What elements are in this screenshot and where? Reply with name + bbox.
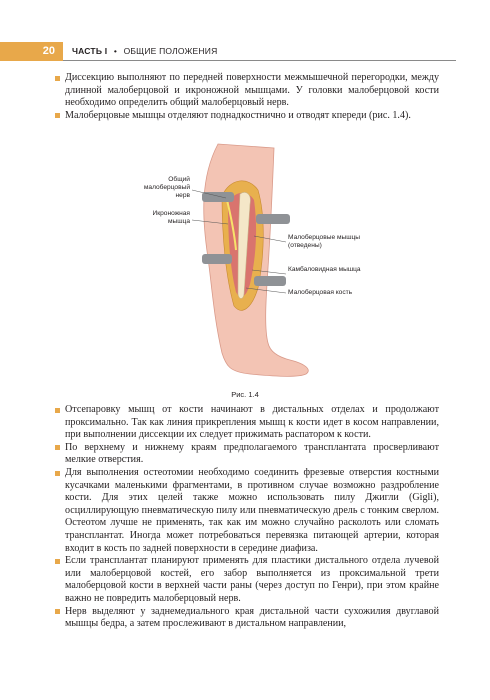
label-peroneal-muscles: Малоберцовые мышцы (отведены) [288, 234, 361, 249]
paragraph-bullet [55, 72, 439, 110]
paragraph-text: Для выполнения остеотомии необходимо соединить фрезевые отверстия костными кусачками маленькими фрагментами, в противном случае возможно раздробление кости. Для этих целей также можно использовать пилу Джигли (Gigli), осциллирующую пневматическую пилу или пневматическую дрель с тонким сверлом. Остеотом лучше не применять, так как им можно случайно расколоть или сломать трансплантат. Иногда может потребоваться перевязка питающей артерии, которая входит в кость по задней поверхности в середине диафиза. [65, 466, 439, 554]
page-header [0, 0, 490, 62]
paragraph-bullet [55, 442, 439, 467]
paragraph-text: Малоберцовые мышцы отделяют поднадкостнично и отводят кпереди (рис. 1.4). [65, 109, 411, 121]
paragraph-bullet [55, 606, 439, 631]
paragraph-text: Диссекцию выполняют по передней поверхности межмышечной перегородки, между длинной малоберцовой и икроножной мышцами. У головки малоберцовой кости необходимо определить общий малоберцовый нерв. [65, 72, 439, 109]
retractor-lower-right [254, 276, 286, 286]
label-gastrocnemius: Икроножная мышца [152, 210, 190, 225]
running-head [72, 46, 217, 56]
label-fibula: Малоберцовая кость [288, 289, 353, 296]
bullet-square-icon [55, 113, 60, 118]
page-number: 20 [0, 42, 63, 61]
bullet-square-icon [55, 408, 60, 413]
paragraph-bullet [55, 467, 439, 555]
paragraph-text: Если трансплантат планируют применять для пластики дистального отдела лучевой или малоберцовой костей, его забор выполняется из проксимальной трети малоберцовой кости в верхней части раны (через доступ по Генри), при этом крайне важно не повредить малоберцовый нерв. [65, 555, 439, 604]
figure-leg-illustration [130, 138, 370, 388]
separator: • [113, 46, 118, 56]
header-rule [63, 60, 456, 61]
bullet-square-icon [55, 445, 60, 450]
paragraph-bullet [55, 555, 439, 605]
label-soleus: Камбаловидная мышца [288, 266, 361, 273]
paragraph-bullet [55, 110, 439, 123]
paragraph-bullet [55, 404, 439, 442]
retractor-lower-left [202, 254, 232, 264]
figure-caption: Рис. 1.4 [231, 390, 259, 399]
section-label: ОБЩИЕ ПОЛОЖЕНИЯ [123, 46, 218, 56]
label-common-peroneal-nerve: Общий малоберцовый нерв [143, 176, 190, 199]
part-label: ЧАСТЬ I [72, 46, 108, 56]
retractor-upper-right [256, 214, 290, 224]
bullet-square-icon [55, 559, 60, 564]
paragraph-text: По верхнему и нижнему краям предполагаемого трансплантата просверливают мелкие отверстия. [65, 441, 439, 466]
bullet-square-icon [55, 76, 60, 81]
bullet-square-icon [55, 471, 60, 476]
bullet-square-icon [55, 609, 60, 614]
paragraph-text: Отсепаровку мышц от кости начинают в дистальных отделах и продолжают проксимально. Так как линия прикрепления мышц к кости идет в косом направлении, при выполнении диссекции их следует прижимать распатором к кости. [65, 404, 439, 441]
top-text-block [55, 72, 439, 122]
paragraph-text: Нерв выделяют у заднемедиального края дистальной части сухожилия двуглавой мышцы бедра, а затем прослеживают в дистальном направлении, [65, 605, 439, 630]
bottom-text-block [55, 404, 439, 631]
